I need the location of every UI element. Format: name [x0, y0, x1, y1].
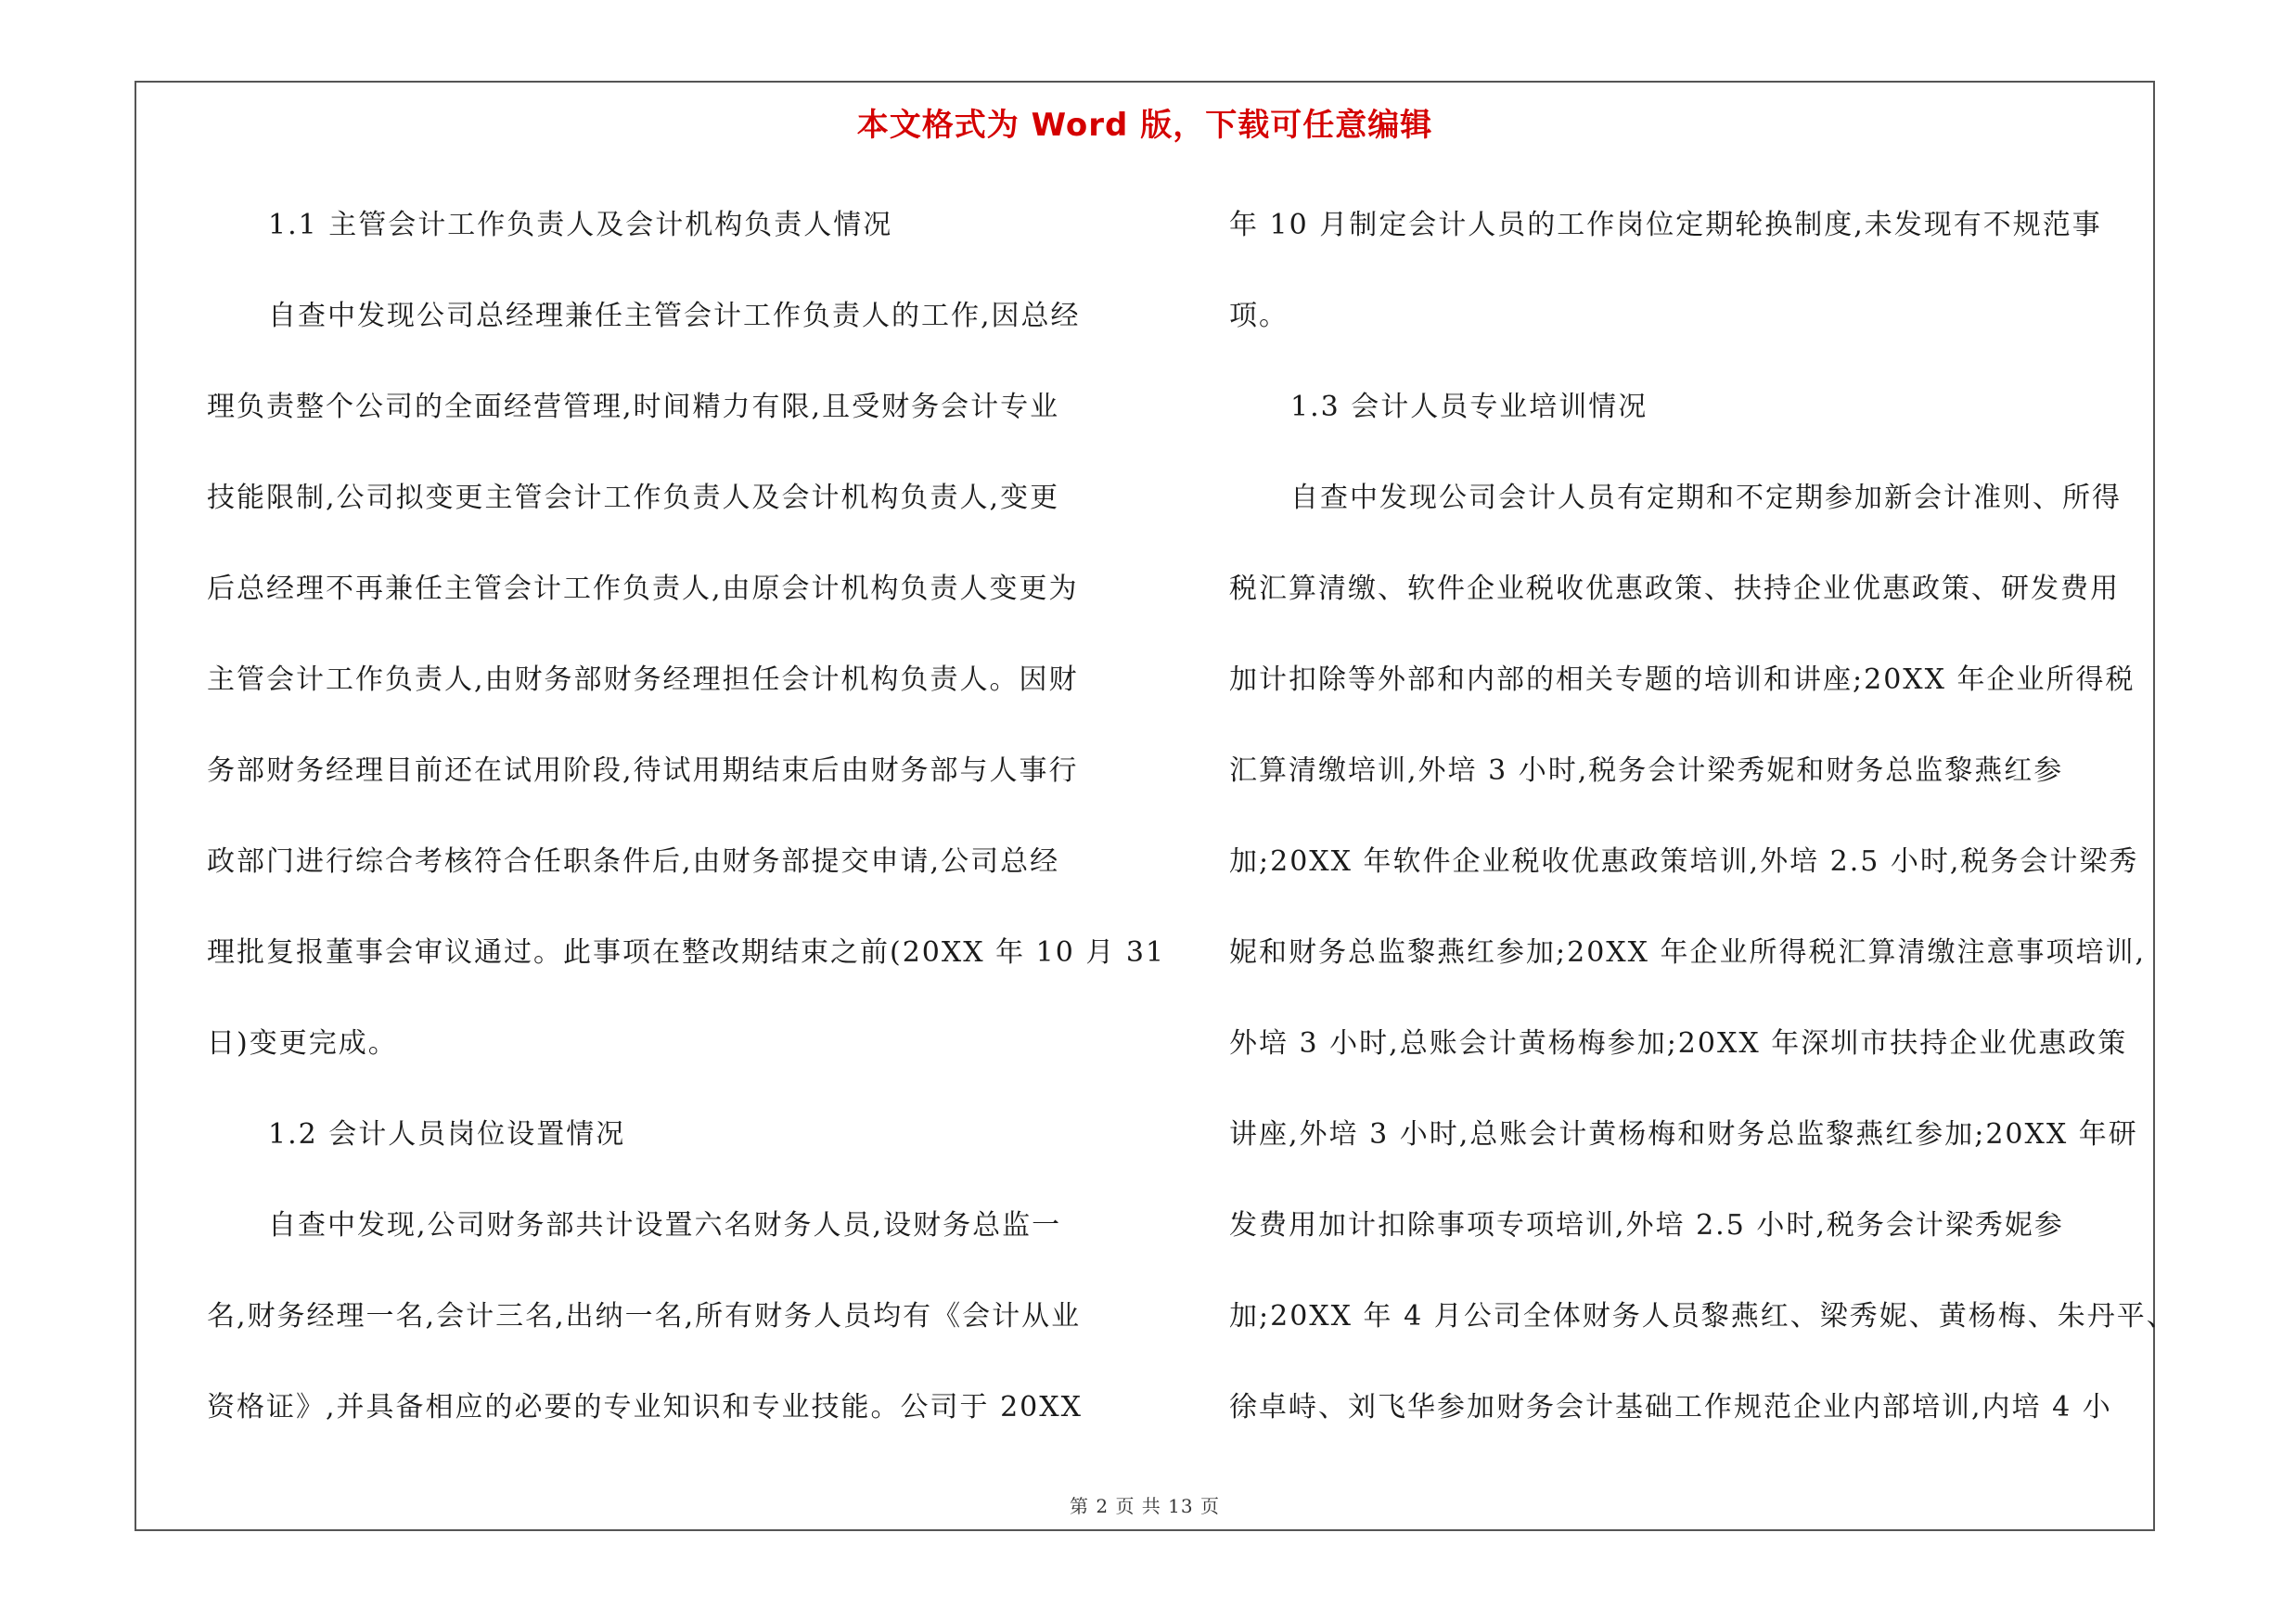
paragraph-line: 加;20XX 年软件企业税收优惠政策培训,外培 2.5 小时,税务会计梁秀 — [1229, 845, 2139, 878]
paragraph-line: 妮和财务总监黎燕红参加;20XX 年企业所得税汇算清缴注意事项培训, — [1229, 936, 2147, 969]
paragraph-line: 日)变更完成。 — [207, 1027, 398, 1060]
section-heading-1-2: 1.2 会计人员岗位设置情况 — [268, 1118, 626, 1151]
paragraph-line: 后总经理不再兼任主管会计工作负责人,由原会计机构负责人变更为 — [207, 573, 1079, 605]
paragraph-line: 项。 — [1229, 300, 1289, 332]
paragraph-line: 自查中发现公司总经理兼任主管会计工作负责人的工作,因总经 — [268, 300, 1081, 332]
paragraph-line: 资格证》,并具备相应的必要的专业知识和专业技能。公司于 20XX — [207, 1391, 1083, 1423]
paragraph-line: 政部门进行综合考核符合任职条件后,由财务部提交申请,公司总经 — [207, 845, 1060, 878]
right-column — [1229, 180, 2176, 1453]
paragraph-line: 技能限制,公司拟变更主管会计工作负责人及会计机构负责人,变更 — [207, 482, 1060, 514]
paragraph-line: 理批复报董事会审议通过。此事项在整改期结束之前(20XX 年 10 月 31 — [207, 936, 1166, 969]
paragraph-line: 自查中发现公司会计人员有定期和不定期参加新会计准则、所得 — [1290, 482, 2122, 514]
paragraph-line: 自查中发现,公司财务部共计设置六名财务人员,设财务总监一 — [268, 1209, 1062, 1242]
paragraph-line: 加计扣除等外部和内部的相关专题的培训和讲座;20XX 年企业所得税 — [1229, 663, 2136, 696]
paragraph-line: 税汇算清缴、软件企业税收优惠政策、扶持企业优惠政策、研发费用 — [1229, 573, 2120, 605]
paragraph-line: 主管会计工作负责人,由财务部财务经理担任会计机构负责人。因财 — [207, 663, 1079, 696]
left-column — [207, 180, 1166, 1453]
page-frame — [135, 81, 2176, 1531]
paragraph-line: 外培 3 小时,总账会计黄杨梅参加;20XX 年深圳市扶持企业优惠政策 — [1229, 1027, 2128, 1060]
section-heading-1-1: 1.1 主管会计工作负责人及会计机构负责人情况 — [268, 209, 893, 241]
paragraph-line: 加;20XX 年 4 月公司全体财务人员黎燕红、梁秀妮、黄杨梅、朱丹平、 — [1229, 1300, 2176, 1333]
section-heading-1-3: 1.3 会计人员专业培训情况 — [1290, 391, 1648, 423]
paragraph-line: 讲座,外培 3 小时,总账会计黄杨梅和财务总监黎燕红参加;20XX 年研 — [1229, 1118, 2138, 1151]
paragraph-line: 理负责整个公司的全面经营管理,时间精力有限,且受财务会计专业 — [207, 391, 1060, 423]
paragraph-line: 发费用加计扣除事项专项培训,外培 2.5 小时,税务会计梁秀妮参 — [1229, 1209, 2064, 1242]
paragraph-line: 徐卓峙、刘飞华参加财务会计基础工作规范企业内部培训,内培 4 小 — [1229, 1391, 2112, 1423]
word-format-banner: 本文格式为 Word 版，下载可任意编辑 — [856, 107, 1433, 144]
paragraph-line: 务部财务经理目前还在试用阶段,待试用期结束后由财务部与人事行 — [207, 754, 1079, 787]
paragraph-line: 年 10 月制定会计人员的工作岗位定期轮换制度,未发现有不规范事 — [1229, 209, 2102, 241]
page-number-footer: 第 2 页 共 13 页 — [1070, 1495, 1220, 1517]
paragraph-line: 汇算清缴培训,外培 3 小时,税务会计梁秀妮和财务总监黎燕红参 — [1229, 754, 2064, 787]
paragraph-line: 名,财务经理一名,会计三名,出纳一名,所有财务人员均有《会计从业 — [207, 1300, 1082, 1333]
